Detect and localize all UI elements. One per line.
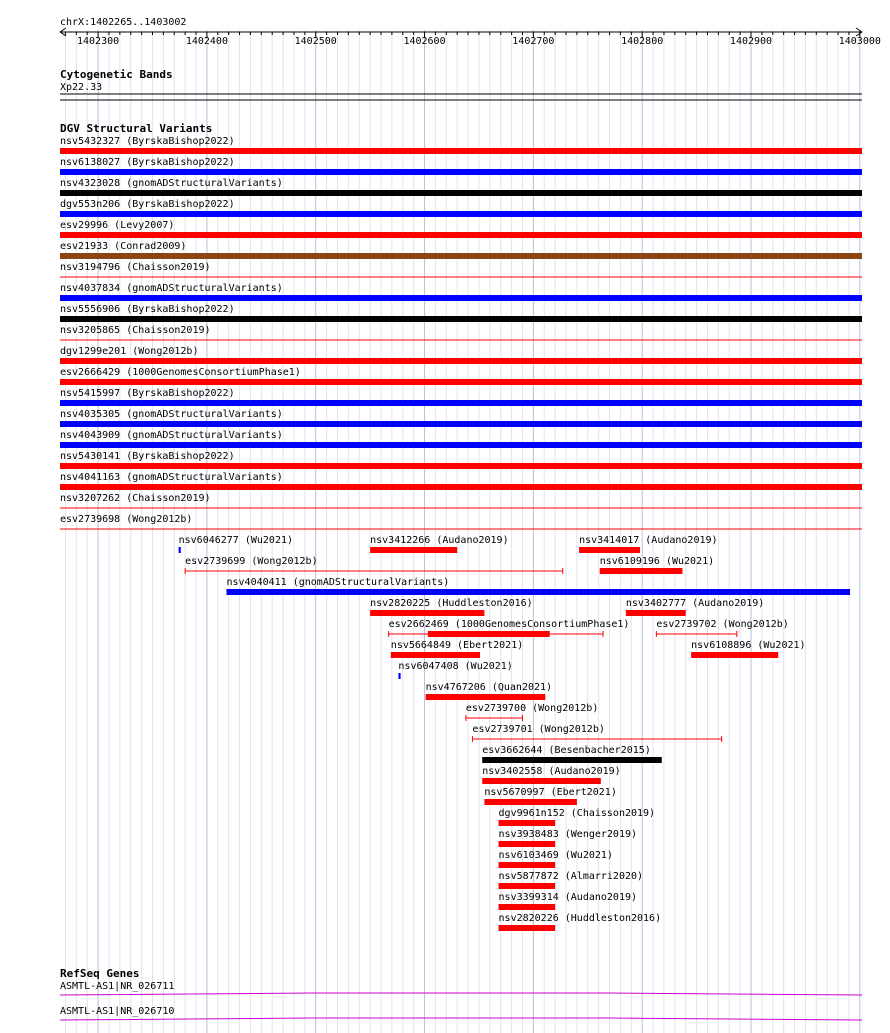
variant-bar [499, 904, 556, 910]
variant-label: esv2666429 (1000GenomesConsortiumPhase1) [60, 367, 301, 378]
variant-label: esv29996 (Levy2007) [60, 220, 175, 231]
variant-label: nsv2820226 (Huddleston2016) [498, 913, 662, 924]
variant-label: nsv6046277 (Wu2021) [178, 535, 294, 546]
variant-label: nsv4041163 (gnomADStructuralVariants) [60, 472, 283, 483]
variant-label: nsv4040411 (gnomADStructuralVariants) [226, 577, 450, 588]
gene-model-line [60, 993, 862, 995]
variant-bar [60, 463, 862, 469]
variant-label: nsv3399314 (Audano2019) [498, 892, 638, 903]
variant-label: nsv6109196 (Wu2021) [599, 556, 715, 567]
variant-label: esv2739701 (Wong2012b) [472, 724, 605, 735]
variant-bar [60, 253, 862, 259]
dgv-track-title: DGV Structural Variants [60, 122, 213, 135]
variant-label: esv2739702 (Wong2012b) [656, 619, 789, 630]
variant-label: esv2739699 (Wong2012b) [185, 556, 318, 567]
variant-bar [370, 610, 484, 616]
variant-label: nsv3414017 (Audano2019) [579, 535, 718, 546]
variant-label: dgv9961n152 (Chaisson2019) [498, 808, 656, 819]
variant-bar [60, 316, 862, 322]
variant-label: nsv5430141 (ByrskaBishop2022) [60, 451, 235, 462]
variant-label: nsv4043909 (gnomADStructuralVariants) [60, 430, 283, 441]
variant-label: esv21933 (Conrad2009) [60, 241, 187, 252]
variant-label: nsv5556906 (ByrskaBishop2022) [60, 304, 235, 315]
variant-bar [391, 652, 480, 658]
variant-bar [60, 211, 862, 217]
gene-model-line [60, 1018, 862, 1020]
variant-label: nsv6103469 (Wu2021) [498, 850, 613, 861]
variant-bar [499, 883, 556, 889]
variant-label: nsv4035305 (gnomADStructuralVariants) [60, 409, 283, 420]
variant-bar [60, 232, 862, 238]
variant-label: nsv3938483 (Wenger2019) [498, 829, 638, 840]
ruler-tick-label: 1403000 [838, 36, 881, 47]
variant-label: nsv6138027 (ByrskaBishop2022) [60, 157, 235, 168]
variant-bar [60, 169, 862, 175]
variant-bar [370, 547, 457, 553]
cytoband-name: Xp22.33 [60, 82, 103, 93]
variant-bar [626, 610, 686, 616]
variant-label: esv2662469 (1000GenomesConsortiumPhase1) [388, 619, 630, 630]
variant-label: nsv5670997 (Ebert2021) [484, 787, 617, 798]
variant-label: nsv4037834 (gnomADStructuralVariants) [60, 283, 283, 294]
variant-label: nsv3412266 (Audano2019) [370, 535, 509, 546]
variant-label: nsv3205865 (Chaisson2019) [60, 325, 211, 336]
variant-label: dgv553n206 (ByrskaBishop2022) [60, 199, 235, 210]
ruler-tick-label: 1402600 [403, 36, 446, 47]
variant-bar [600, 568, 683, 574]
variant-label: dgv1299e201 (Wong2012b) [60, 346, 199, 357]
ruler-tick-label: 1402400 [185, 36, 228, 47]
variant-label: nsv3402558 (Audano2019) [482, 766, 621, 777]
variant-label: nsv5664849 (Ebert2021) [390, 640, 524, 651]
variant-label: nsv6108896 (Wu2021) [691, 640, 806, 651]
variant-label: esv2739700 (Wong2012b) [465, 703, 599, 714]
variant-bar [179, 547, 181, 553]
variant-bar [60, 190, 862, 196]
variant-bar [60, 358, 862, 364]
variant-label: nsv5415997 (ByrskaBishop2022) [60, 388, 235, 399]
variant-label: esv3662644 (Besenbacher2015) [482, 745, 651, 756]
variant-bar [60, 442, 862, 448]
variant-bar [60, 484, 862, 490]
variant-bar [60, 295, 862, 301]
variant-label: nsv3207262 (Chaisson2019) [60, 493, 211, 504]
variant-bar [428, 631, 550, 637]
coordinate-ruler[interactable] [60, 28, 881, 47]
variant-bar [226, 589, 850, 595]
cytoband-track-title: Cytogenetic Bands [60, 68, 173, 81]
variant-bar [60, 400, 862, 406]
ruler-tick-label: 1402500 [294, 36, 337, 47]
variant-label: nsv3194796 (Chaisson2019) [60, 262, 211, 273]
variant-bar [499, 841, 556, 847]
variant-bar [499, 925, 556, 931]
variant-bar [60, 421, 862, 427]
variant-bar [60, 379, 862, 385]
variant-label: nsv6047408 (Wu2021) [398, 661, 513, 672]
variant-label: nsv3402777 (Audano2019) [625, 598, 765, 609]
variant-bar [499, 862, 556, 868]
variant-bar [484, 799, 576, 805]
variant-label: nsv5877872 (Almarri2020) [498, 871, 644, 882]
refseq-gene-rows [60, 981, 862, 1020]
variant-bar [398, 673, 400, 679]
variant-label: nsv2820225 (Huddleston2016) [370, 598, 533, 609]
ruler-tick-label: 1402900 [729, 36, 773, 47]
variant-bar [60, 148, 862, 154]
dgv-full-span-rows [60, 136, 862, 529]
gene-label: ASMTL-AS1|NR_026711 [60, 981, 175, 992]
variant-bar [482, 757, 662, 763]
variant-bar [579, 547, 640, 553]
variant-label: nsv4323028 (gnomADStructuralVariants) [60, 178, 283, 189]
refseq-track-title: RefSeq Genes [60, 967, 140, 980]
variant-label: nsv4767206 (Quan2021) [425, 682, 553, 693]
variant-label: esv2739698 (Wong2012b) [60, 514, 193, 525]
variant-bar [499, 820, 556, 826]
ruler-tick-label: 1402800 [621, 36, 664, 47]
variant-bar [691, 652, 778, 658]
region-label: chrX:1402265..1403002 [60, 17, 187, 28]
ruler-tick-label: 1402700 [512, 36, 555, 47]
gene-label: ASMTL-AS1|NR_026710 [60, 1006, 175, 1017]
variant-label: nsv5432327 (ByrskaBishop2022) [60, 136, 235, 147]
dgv-feature-rows [179, 535, 850, 931]
variant-bar [426, 694, 546, 700]
variant-bar [482, 778, 601, 784]
ruler-tick-label: 1402300 [77, 36, 120, 47]
